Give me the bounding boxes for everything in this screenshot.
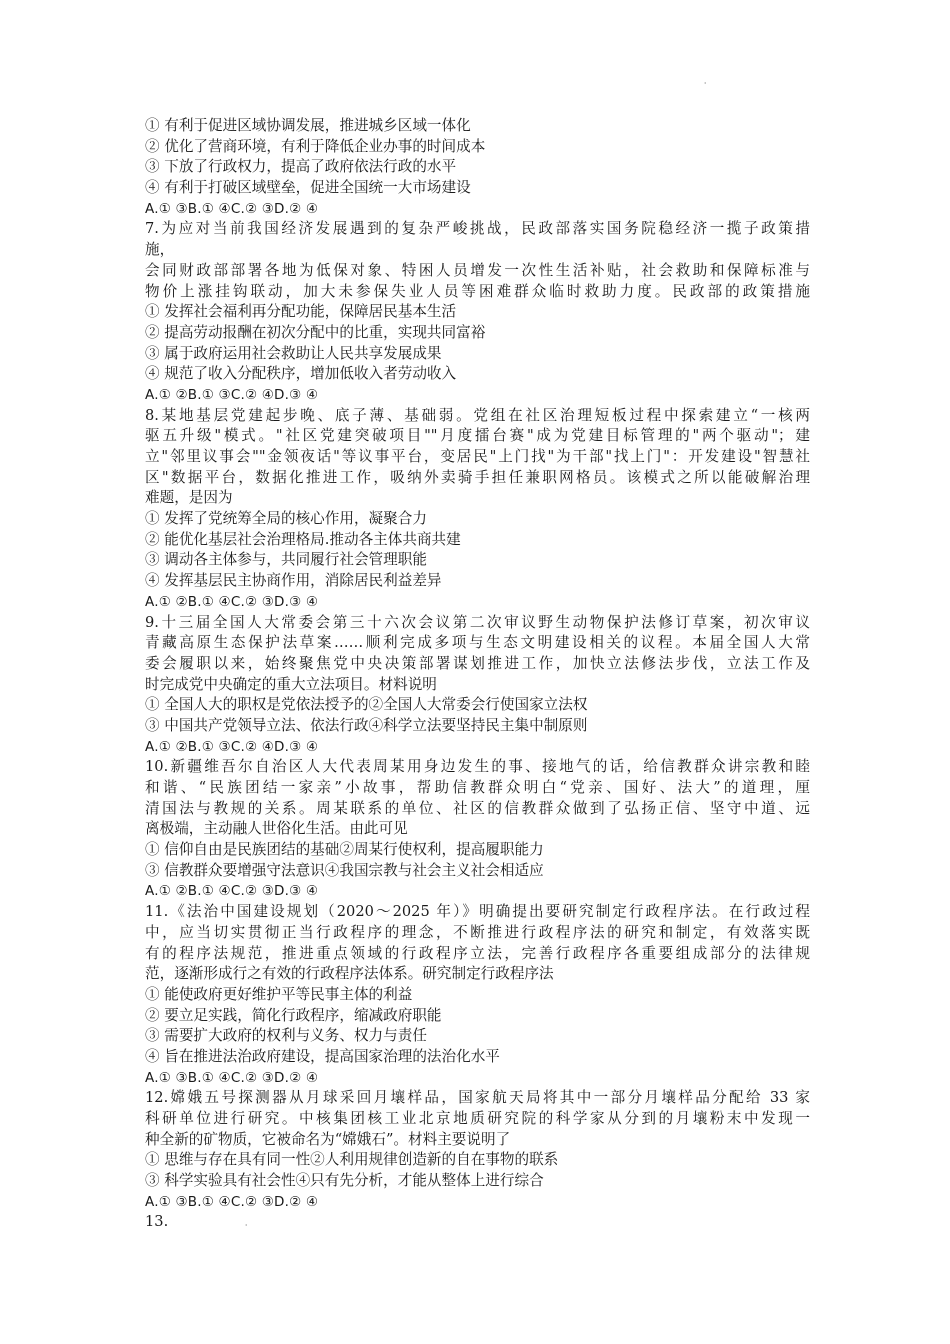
question-7-stem: 施，: [145, 241, 175, 259]
question-10-stem: 和谐、“民族团结一家亲”小故事，帮助信教群众明白“党亲、国好、法大”的道理，厘: [145, 779, 810, 796]
option-line: ① 有利于促进区域协调发展，推进城乡区域一体化: [145, 117, 471, 134]
question-8-stem: 难题，是因为: [145, 489, 233, 507]
page-mark-bottom: ˌ: [245, 1218, 248, 1227]
question-8-stem: 驱五升级"模式。"社区党建突破项目""月度擂台赛"成为党建目标管理的"两个驱动"；建: [145, 427, 810, 445]
answer-choices: A.① ③B.① ④C.② ③D.② ④: [145, 1193, 319, 1210]
question-11-stem: 范，逐渐形成行之有效的行政程序法体系。研究制定行政程序法: [145, 965, 554, 983]
question-12-stem: 种全新的矿物质，它被命名为“嫦娥石”。材料主要说明了: [145, 1130, 511, 1148]
answer-choices: A.① ②B.① ④C.② ③D.③ ④: [145, 593, 319, 610]
option-line: ① 信仰自由是民族团结的基础②周某行使权利，提高履职能力: [145, 841, 544, 859]
option-line: ③ 属于政府运用社会救助让人民共享发展成果: [145, 344, 442, 362]
option-line: ① 思维与存在具有同一性②人利用规律创造新的自在事物的联系: [145, 1151, 559, 1169]
question-9-stem: 青藏高原生态保护法草案……顺利完成多项与生态文明建设相关的议程。本届全国人大常: [145, 634, 810, 652]
question-8-stem: 区"数据平台，数据化推进工作，吸纳外卖骑手担任兼职网格员。该模式之所以能破解治理: [145, 468, 810, 486]
answer-choices: A.① ②B.① ④C.② ③D.③ ④: [145, 883, 319, 900]
option-line: ④ 旨在推进法治政府建设，提高国家治理的法治化水平: [145, 1047, 500, 1065]
answer-choices: A.① ②B.① ③C.② ④D.③ ④: [145, 386, 319, 403]
option-line: ③ 调动各主体参与，共同履行社会管理职能: [145, 551, 427, 569]
question-8-stem: 8.某地基层党建起步晚、底子薄、基础弱。党组在社区治理短板过程中探索建立“一核两: [145, 406, 810, 424]
option-line: ① 全国人大的职权是党依法授予的②全国人大常委会行使国家立法权: [145, 696, 588, 714]
question-10-stem: 离极端，主动融人世俗化生活。由此可见: [145, 820, 408, 838]
option-line: ③ 科学实验具有社会性④只有先分析，才能从整体上进行综合: [145, 1172, 544, 1190]
question-7-stem: 物价上涨挂钩联动，加大未参保失业人员等困难群众临时救助力度。民政部的政策措施: [145, 282, 810, 300]
question-9-stem: 9.十三届全国人大常委会第三十六次会议第二次审议野生动物保护法修订草案，初次审议: [145, 613, 810, 631]
document-body: [145, 116, 810, 1233]
option-line: ③ 信教群众要增强守法意识④我国宗教与社会主义社会相适应: [145, 861, 544, 879]
option-line: ② 要立足实践，简化行政程序，缩减政府职能: [145, 1006, 442, 1024]
option-line: ④ 有利于打破区域壁垒，促进全国统一大市场建设: [145, 179, 471, 197]
option-line: ② 提高劳动报酬在初次分配中的比重，实现共同富裕: [145, 323, 486, 341]
question-7-stem: 会同财政部部署各地为低保对象、特困人员增发一次性生活补贴，社会救助和保障标准与: [145, 261, 810, 279]
question-10-stem: 清国法与教规的关系。周某联系的单位、社区的信教群众做到了弘扬正信、坚守中道、远: [145, 799, 810, 817]
answer-choices: A.① ②B.① ③C.② ④D.③ ④: [145, 738, 319, 755]
question-9-stem: 委会履职以来，始终聚焦党中央决策部署谋划推进工作，加快立法修法步伐，立法工作及: [145, 654, 810, 672]
question-7-stem: 7.为应对当前我国经济发展遇到的复杂严峻挑战，民政部落实国务院稳经济一揽子政策措: [145, 220, 810, 238]
page-mark-top: ˌ: [704, 76, 707, 85]
option-line: ③ 中国共产党领导立法、依法行政④科学立法要坚持民主集中制原则: [145, 716, 588, 734]
option-line: ③ 需要扩大政府的权利与义务、权力与责任: [145, 1027, 427, 1045]
question-12-stem: 12.嫦娥五号探测器从月球采回月壤样品，国家航天局将其中一部分月壤样品分配给 33 家: [145, 1089, 810, 1107]
question-8-stem: 立"邻里议事会""金领夜话"等议事平台，变居民"上门找"为干部"找上门"：开发建设"智慧社: [145, 448, 810, 465]
question-10-stem: 10.新疆维吾尔自治区人大代表周某用身边发生的事、接地气的话，给信教群众讲宗教和睦: [145, 758, 810, 776]
question-13-number: 13.: [145, 1213, 169, 1231]
question-11-stem: 中，应当切实贯彻正当行政程序的理念，不断推进行政程序法的研究和制定，有效落实既: [145, 923, 810, 941]
option-line: ④ 规范了收入分配秩序，增加低收入者劳动收入: [145, 365, 457, 383]
question-9-stem: 时完成党中央确定的重大立法项目。材料说明: [145, 675, 437, 693]
option-line: ③ 下放了行政权力，提高了政府依法行政的水平: [145, 158, 457, 176]
option-line: ① 发挥了党统筹全局的核心作用，凝聚合力: [145, 510, 427, 528]
answer-choices: A.① ③B.① ④C.② ③D.② ④: [145, 1069, 319, 1086]
option-line: ④ 发挥基层民主协商作用，消除居民利益差异: [145, 572, 442, 590]
option-line: ② 优化了营商环境，有利于降低企业办事的时间成本: [145, 137, 486, 155]
question-11-stem: 有的程序法规范，推进重点领域的行政程序立法，完善行政程序各重要组成部分的法律规: [145, 944, 810, 962]
question-11-stem: 11.《法治中国建设规划（2020～2025 年）》明确提出要研究制定行政程序法。在行政过程: [145, 903, 810, 921]
option-line: ① 发挥社会福利再分配功能，保障居民基本生活: [145, 303, 457, 321]
option-line: ② 能优化基层社会治理格局.推动各主体共商共建: [145, 530, 461, 548]
question-12-stem: 科研单位进行研究。中核集团核工业北京地质研究院的科学家从分到的月壤粉末中发现一: [145, 1110, 810, 1127]
answer-choices: A.① ③B.① ④C.② ③D.② ④: [145, 200, 319, 217]
option-line: ① 能使政府更好维护平等民事主体的利益: [145, 985, 413, 1003]
